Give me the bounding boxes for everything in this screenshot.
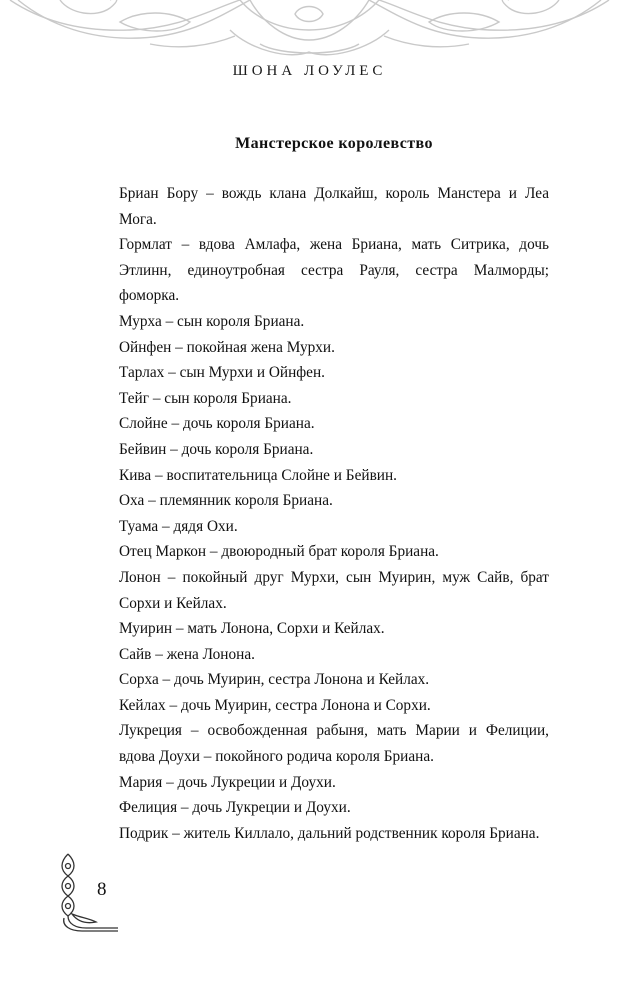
list-item: Мурха – сын короля Бриана. <box>119 312 305 330</box>
list-item: Лукреция – освобожденная рабыня, мать Марии и Фелиции, вдова Доухи – покойного родича короля Бриана. <box>119 722 549 766</box>
page-number: 8 <box>97 879 107 900</box>
celtic-knot-header-ornament <box>0 0 619 62</box>
character-list <box>119 181 549 846</box>
list-item: Гормлат – вдова Амлафа, жена Бриана, мать Ситрика, дочь Этлинн, единоутробная сестра Рауля, сестра Малморды; фоморка. <box>119 236 549 305</box>
celtic-knot-corner-ornament <box>52 852 122 932</box>
running-head: ШОНА ЛОУЛЕС <box>232 63 387 79</box>
list-item: Бриан Бору – вождь клана Долкайш, король Манстера и Леа Мога. <box>119 185 549 228</box>
list-item: Лонон – покойный друг Мурхи, сын Муирин, муж Сайв, брат Сорхи и Кейлах. <box>119 568 549 612</box>
list-item: Кива – воспитательница Слойне и Бейвин. <box>119 466 397 484</box>
list-item: Тарлах – сын Мурхи и Ойнфен. <box>119 364 325 382</box>
section-title: Манстерское королевство <box>235 135 433 152</box>
list-item: Ойнфен – покойная жена Мурхи. <box>119 338 335 356</box>
list-item: Оха – племянник короля Бриана. <box>119 492 333 510</box>
list-item: Слойне – дочь короля Бриана. <box>119 415 315 433</box>
list-item: Сайв – жена Лонона. <box>119 645 255 663</box>
list-item: Мария – дочь Лукреции и Доухи. <box>119 773 336 791</box>
list-item: Фелиция – дочь Лукреции и Доухи. <box>119 799 351 817</box>
list-item: Бейвин – дочь короля Бриана. <box>119 440 314 458</box>
list-item: Тейг – сын короля Бриана. <box>119 389 292 407</box>
list-item: Отец Маркон – двоюродный брат короля Бриана. <box>119 543 439 561</box>
list-item: Кейлах – дочь Муирин, сестра Лонона и Сорхи. <box>119 696 431 714</box>
list-item: Сорха – дочь Муирин, сестра Лонона и Кейлах. <box>119 671 430 689</box>
list-item: Муирин – мать Лонона, Сорхи и Кейлах. <box>119 620 385 638</box>
list-item: Подрик – житель Киллало, дальний родственник короля Бриана. <box>119 824 540 842</box>
list-item: Туама – дядя Охи. <box>119 517 238 535</box>
